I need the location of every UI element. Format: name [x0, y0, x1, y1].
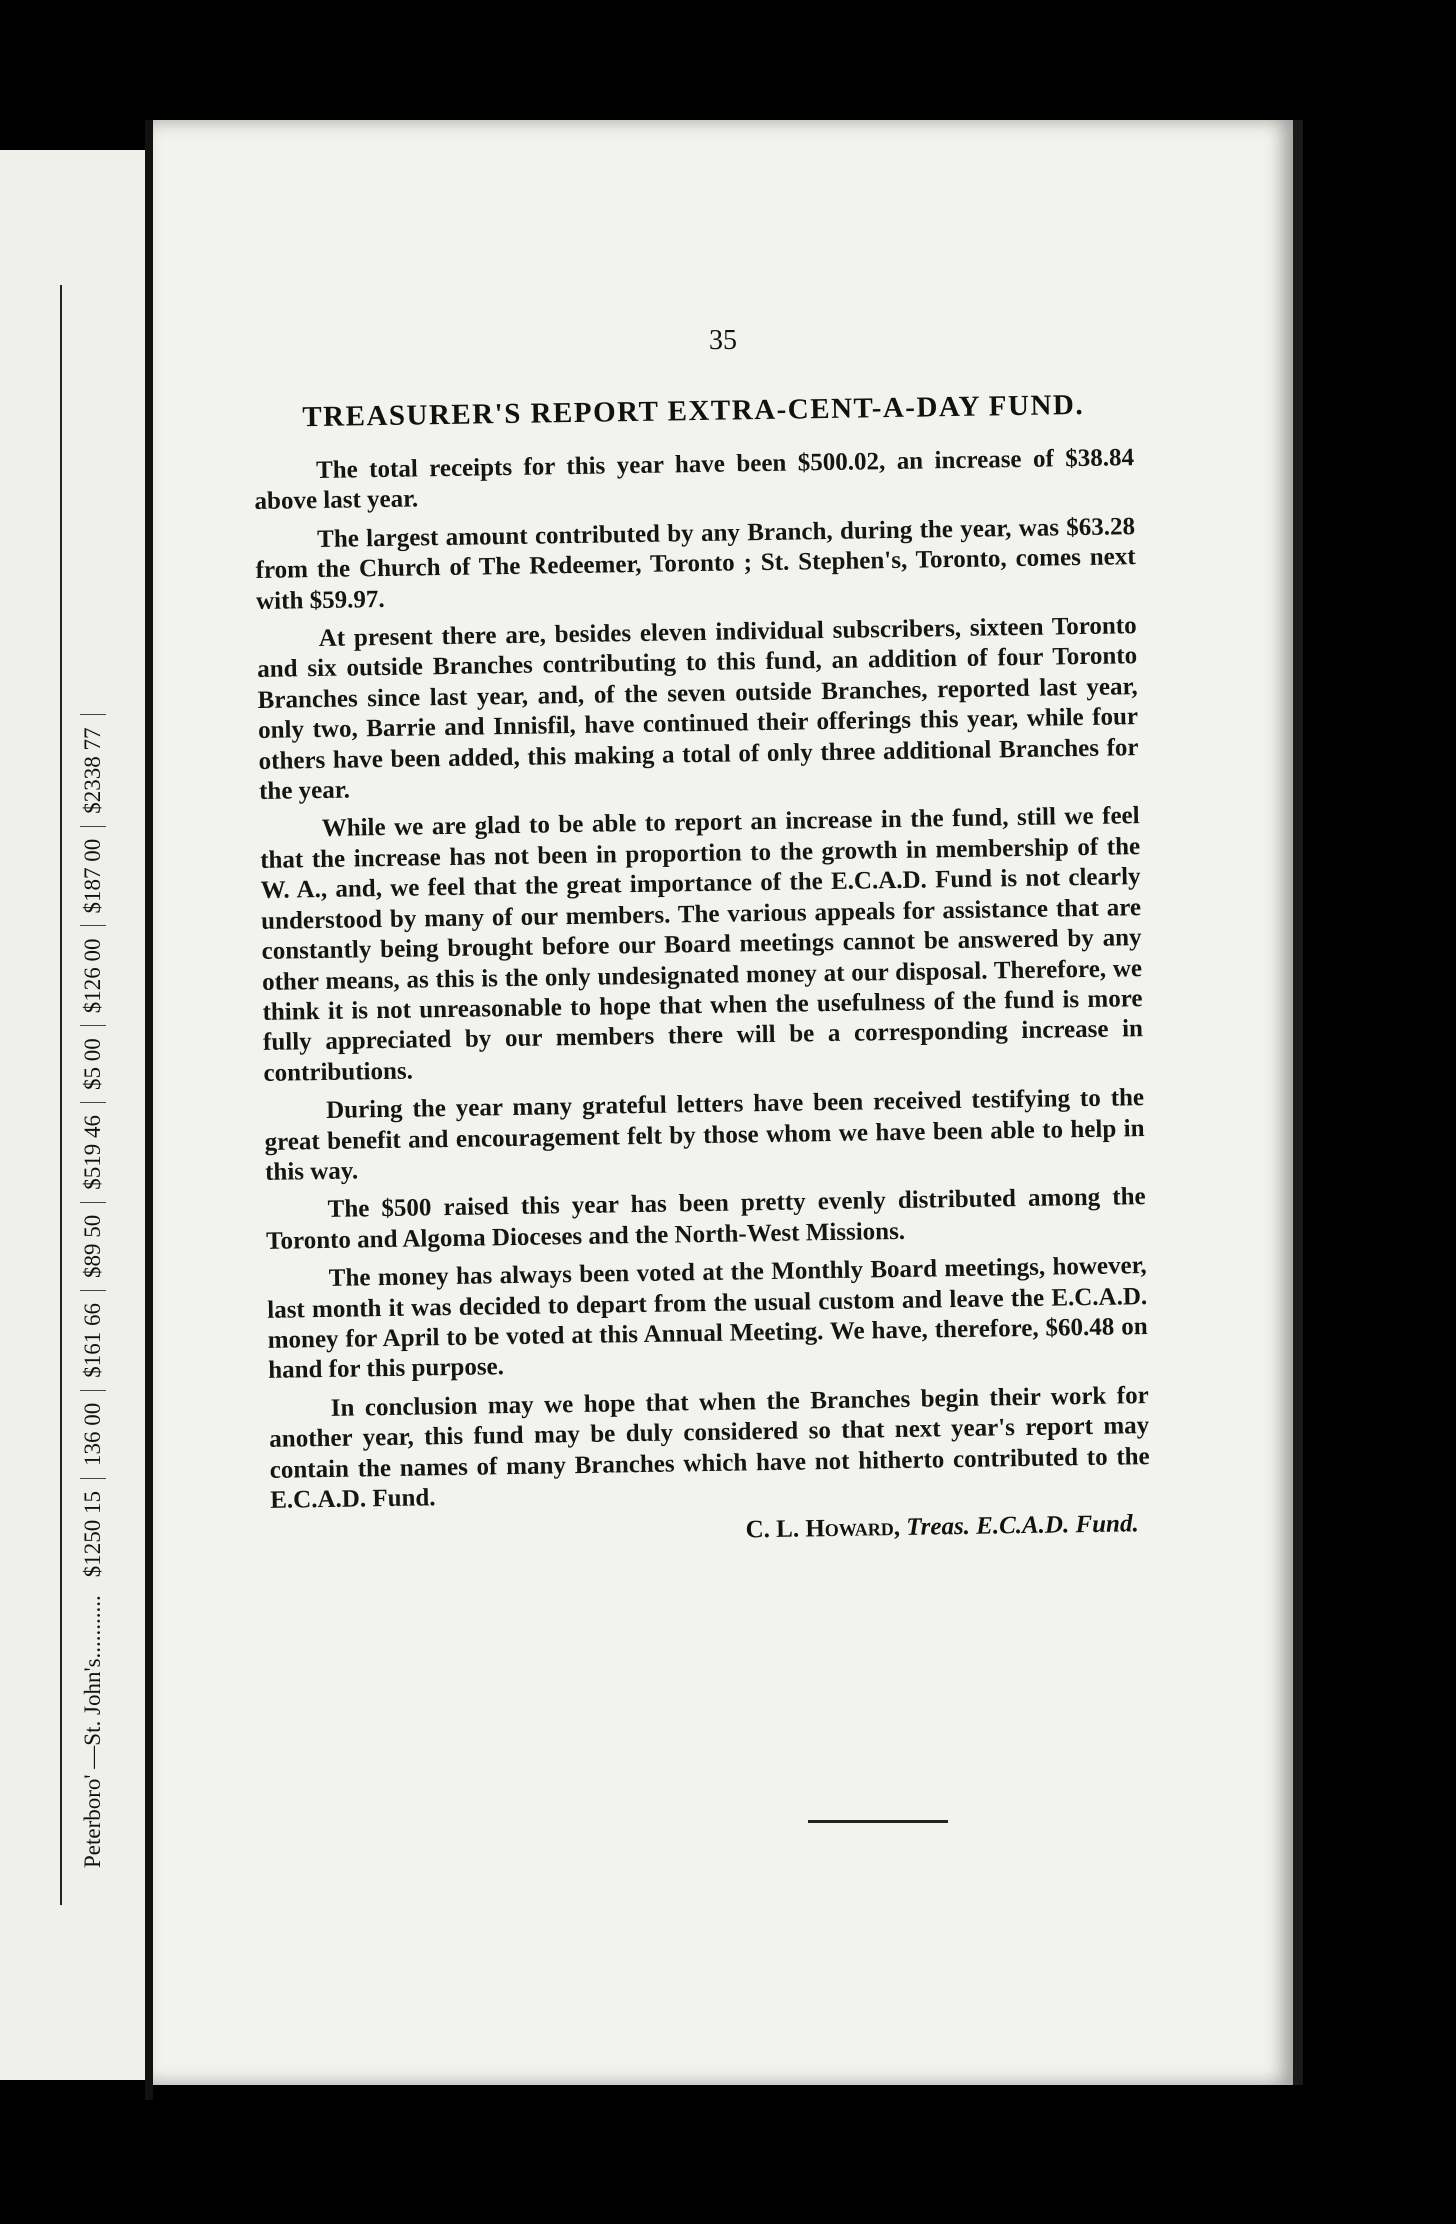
left-page-cell: $161 66 — [80, 1290, 106, 1390]
paragraph: In conclusion may we hope that when the Branches begin their work for another year, this fund may be duly considered so that next year's report may contain the names of many Branches which have not hitherto contributed to the E.C.A.D. Fund. — [269, 1381, 1150, 1514]
left-page-rotated-table-row — [80, 714, 106, 1880]
left-page-cell: $187 00 — [80, 826, 106, 926]
book-gutter — [145, 120, 153, 2100]
left-page-cell: $1250 15 — [80, 1478, 106, 1589]
paragraph: The money has always been voted at the Monthly Board meetings, however, last month it was decided to depart from the usual custom and leave the E.C.A.D. money for April to be voted at this Annual Meeting. We have, therefore, $60.48 on hand for this purpose. — [267, 1252, 1148, 1385]
paragraph: The total receipts for this year have been $500.02, an increase of $38.84 above last year. — [254, 444, 1135, 516]
section-divider — [808, 1820, 948, 1823]
left-page-rule — [60, 285, 62, 1905]
paragraph: At present there are, besides eleven individual subscribers, sixteen Toronto and six outside Branches contributing to this fund, an addition of four Toronto Branches since last year, and, of the seven outside Branches, reported last year, only two, Barrie and Innisfil, have continued their offerings this year, while four others have been added, this making a total of only three additional Branches for the year. — [256, 612, 1139, 806]
report-body — [253, 388, 1151, 1552]
document-page — [153, 120, 1293, 2085]
paragraph: The largest amount contributed by any Branch, during the year, was $63.28 from the Church of The Redeemer, Toronto ; St. Stephen's, Toronto, comes next with $59.97. — [255, 512, 1136, 615]
page-edge-shadow — [1293, 120, 1303, 2085]
signatory-name: C. L. Howard, — [745, 1514, 901, 1544]
paragraph: The $500 raised this year has been pretty evenly distributed among the Toronto and Algoma Dioceses and the North-West Missions. — [265, 1183, 1146, 1255]
left-page-cell: $2338 77 — [80, 714, 106, 825]
left-page-cell: 136 00 — [80, 1390, 106, 1478]
left-page-cell: $89 50 — [80, 1202, 106, 1290]
page-number: 35 — [709, 325, 737, 356]
paragraph: While we are glad to be able to report an increase in the fund, still we feel that the increase has not been in proportion to the growth in membership of the W. A., and, we feel that the great importance of the E.C.A.D. Fund is not clearly understood by many of our members. The various appeals for assistance that are constantly being brought before our Board meetings cannot be answered by any other means, as this is the only undesignated money at our disposal. Therefore, we think it is not unreasonable to hope that when the usefulness of the fund is more fully appreciated by our members there will be a corresponding increase in contributions. — [259, 802, 1144, 1087]
report-title: TREASURER'S REPORT EXTRA-CENT-A-DAY FUND. — [302, 388, 1085, 434]
left-page-cell: $519 46 — [80, 1102, 106, 1202]
left-page-cell: $126 00 — [80, 925, 106, 1025]
signatory-title: Treas. E.C.A.D. Fund. — [906, 1510, 1139, 1542]
paragraph: During the year many grateful letters have been received testifying to the great benefit and encouragement felt by those whom we have been able to help in this way. — [264, 1084, 1145, 1186]
left-page-cell: $5 00 — [80, 1025, 106, 1102]
signature-line — [271, 1510, 1151, 1552]
left-page-row-label: Peterboro' —St. John's........... — [80, 1595, 105, 1868]
left-facing-page — [0, 150, 145, 2080]
